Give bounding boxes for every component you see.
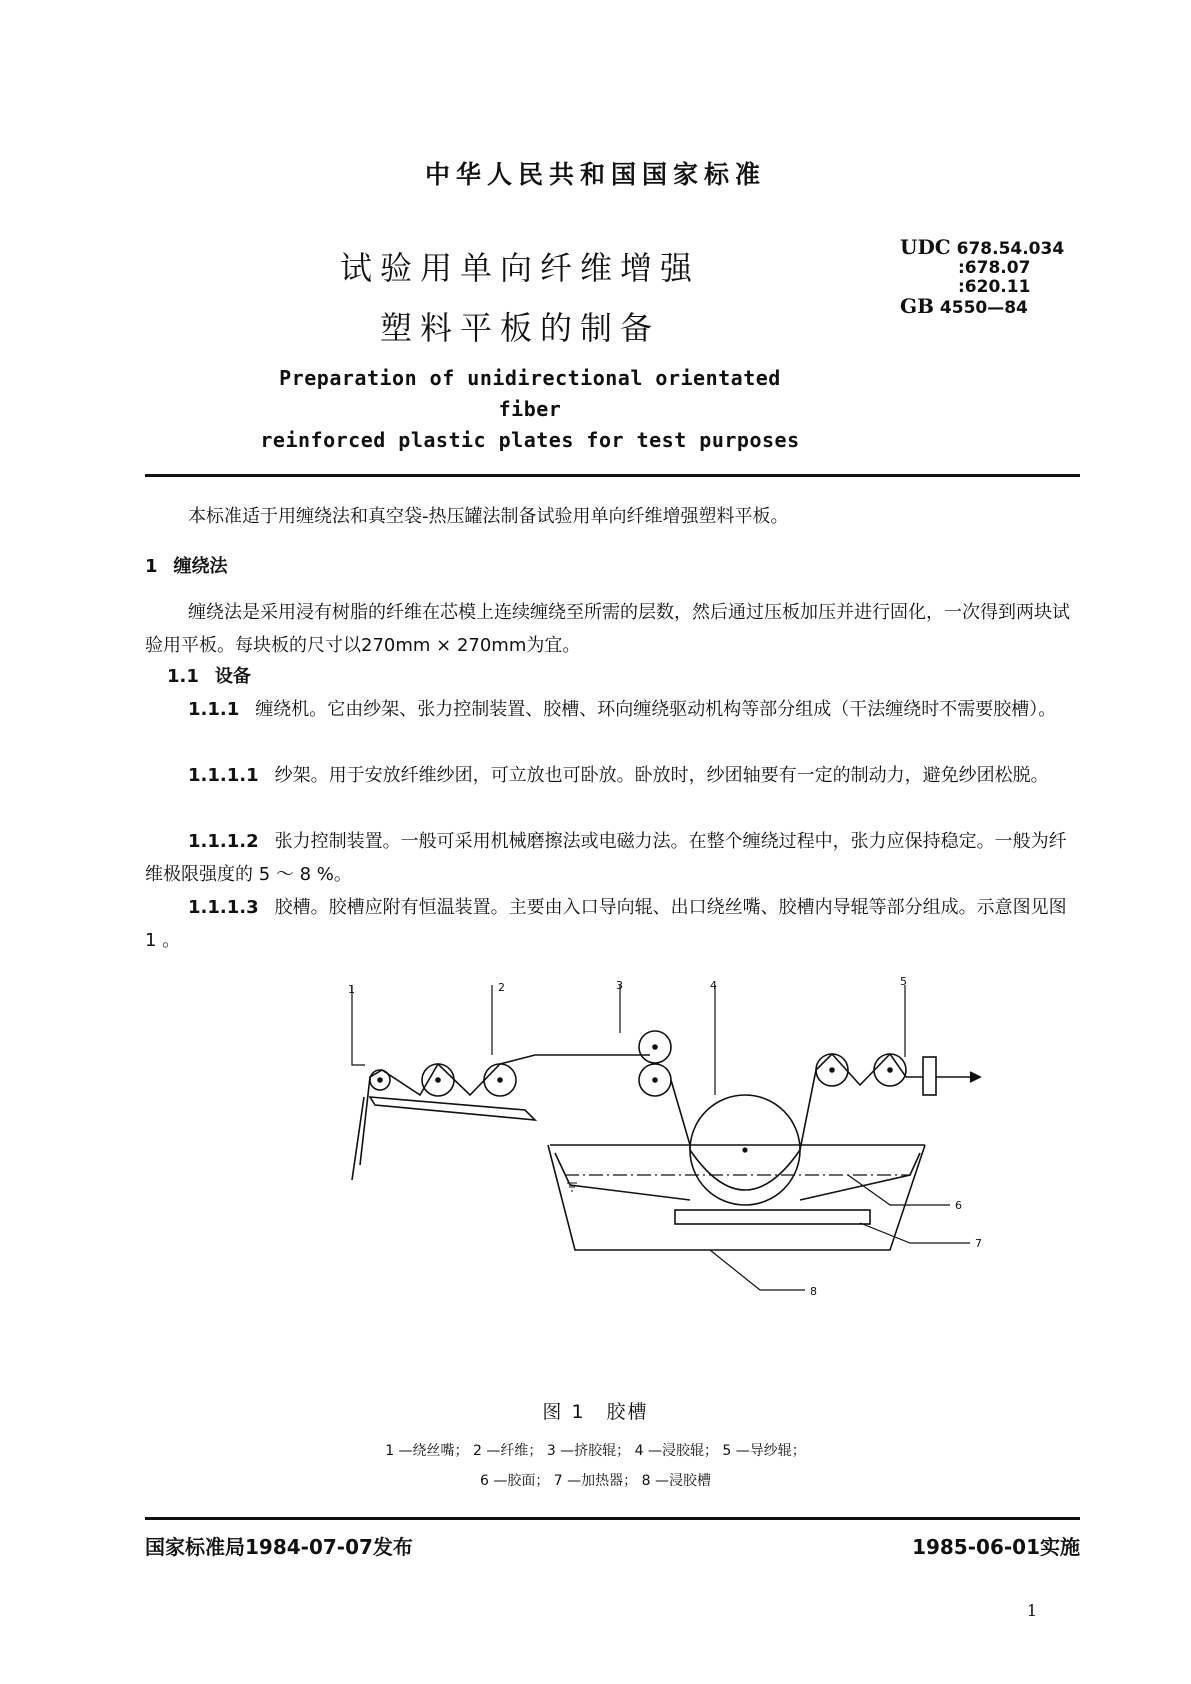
resin-path-right [800,1153,920,1200]
level-mark [567,1183,577,1191]
udc-code-line3: :620.11 [958,277,1031,297]
section-1-1-1-2-text: 张力控制装置。一般可采用机械磨擦法或电磁力法。在整个缠绕过程中，张力应保持稳定。一般为纤维极限强度的 5 ～ 8 %。 [145,831,1067,885]
title-chinese [300,238,740,358]
footer-divider [145,1517,1080,1520]
guide-nozzle-center [378,1078,382,1082]
fiber-path-mid [671,1080,690,1150]
outgoing-arrow [970,1072,980,1082]
section-1-1-number: 1.1 [167,666,199,687]
effective-date: 1985-06-01实施 [912,1535,1080,1559]
section-1-1-1-1-text: 纱架。用于安放纤维纱团，可立放也可卧放。卧放时，纱团轴要有一定的制动力，避免纱团松脱。 [274,765,1049,786]
fiber-path-left [360,1055,650,1165]
fiber-path-right [800,1054,923,1150]
figure-1-glue-tank-diagram [320,975,1010,1365]
entry-chute [370,1097,535,1120]
udc-code-line1: 678.54.034 [956,239,1065,259]
section-1-1-1-paragraph [145,693,1080,726]
section-1-1-1-3-paragraph [145,891,1080,957]
header-divider [145,474,1080,477]
callout-6: 6 [955,1199,962,1212]
title-chinese-line1: 试验用单向纤维增强 [339,249,700,287]
section-1-1-1-1-number: 1.1.1.1 [188,765,259,786]
heater [675,1210,870,1224]
figure-1-caption: 图 1 胶槽 [542,1401,649,1423]
udc-label: UDC [900,235,951,259]
figure-1-legend-line2: 6 —胶面； 7 —加热器； 8 —浸胶槽 [480,1473,711,1489]
dip-roller-center [743,1148,747,1152]
section-1-number: 1 [145,556,158,577]
gb-number: 4550—84 [939,298,1028,318]
callout-7: 7 [975,1237,982,1250]
section-1-1-title: 设备 [214,666,251,687]
leader-1 [352,985,365,1065]
section-1-title: 缠绕法 [173,556,228,577]
section-1-1-1-number: 1.1.1 [188,699,240,720]
section-1-paragraph: 缠绕法是采用浸有树脂的纤维在芯模上连续缠绕至所需的层数，然后通过压板加压并进行固化，一次得到两块试验用平板。每块板的尺寸以270mm × 270mm为宜。 [145,602,1070,656]
callout-1: 1 [348,983,355,996]
udc-classification [900,235,1065,318]
section-1-1-heading [145,660,1080,693]
section-1-1-1-2-number: 1.1.1.2 [188,831,259,852]
section-1-1-1-2-paragraph [145,825,1080,891]
section-1-heading [145,550,1080,583]
section-1-1-1-1-paragraph [145,759,1080,792]
callout-8: 8 [810,1285,817,1298]
title-chinese-line2: 塑料平板的制备 [379,309,660,347]
yarn-guide-roller [923,1057,936,1095]
title-english-line2: reinforced plastic plates for test purposes [260,428,800,452]
leader-8 [710,1250,805,1290]
figure-1-legend-line1: 1 —绕丝嘴； 2 —纤维； 3 —挤胶辊； 4 —浸胶辊； 5 —导纱辊； [385,1443,806,1459]
section-1-1-1-3-text: 胶槽。胶槽应附有恒温装置。主要由入口导向辊、出口绕丝嘴、胶槽内导辊等部分组成。示意图见图 1 。 [145,897,1067,951]
section-1-1-1-3-number: 1.1.1.3 [188,897,259,918]
callout-3: 3 [616,979,623,992]
title-english [250,363,810,456]
callout-5: 5 [900,975,907,988]
tank-outline [548,1145,925,1250]
standard-organization: 中华人民共和国国家标准 [424,160,766,189]
title-english-line1: Preparation of unidirectional orientated fiber [279,366,781,421]
callout-2: 2 [498,981,505,994]
fiber-under-dip [690,1150,800,1190]
leader-7 [860,1223,970,1243]
udc-code-line2: :678.07 [958,258,1031,278]
gb-label: GB [900,294,934,318]
callout-4: 4 [710,979,717,992]
leader-6 [848,1175,950,1205]
page-number: 1 [1026,1601,1037,1620]
section-1-1-1-text: 缠绕机。它由纱架、张力控制装置、胶槽、环向缠绕驱动机构等部分组成（干法缠绕时不需要胶槽）。 [255,699,1057,720]
issue-date: 国家标准局1984-07-07发布 [145,1535,413,1559]
intro-paragraph: 本标准适于用缠绕法和真空袋-热压罐法制备试验用单向纤维增强塑料平板。 [188,506,789,527]
stand-leg [352,1097,364,1180]
resin-path-left [555,1153,690,1200]
